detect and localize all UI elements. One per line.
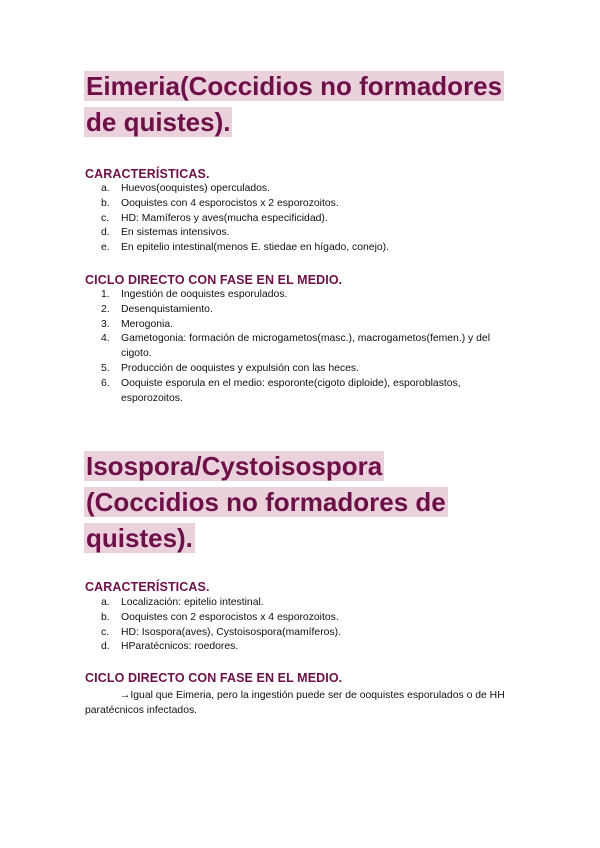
list-marker: b.: [101, 611, 110, 623]
list-item: [0, 182, 511, 197]
list-item: [0, 362, 511, 377]
list-item-text: HD: Mamíferos y aves(mucha especificidad).: [121, 212, 328, 224]
list-item: [0, 596, 511, 611]
list-item: [0, 303, 511, 318]
list-marker: 4.: [101, 333, 110, 345]
ciclo-paragraph: [85, 688, 525, 718]
list-marker: a.: [101, 597, 110, 608]
list-item: [0, 640, 511, 655]
list-item-text: HD: Isospora(aves), Cystoisospora(mamíferos).: [121, 626, 341, 638]
list-item-text: Ooquiste esporula en el medio: esporonte(cigoto diploide), esporoblastos, esporozoitos.: [121, 377, 461, 404]
list-item-text: En epitelio intestinal(menos E. stiedae en hígado, conejo).: [121, 242, 390, 254]
list-marker: c.: [101, 626, 110, 638]
list-item-text: En sistemas intensivos.: [121, 227, 230, 239]
ciclo-list: [0, 288, 511, 406]
list-item-text: Gametogonia: formación de microgametos(masc.), macrogametos(femen.) y del cigoto.: [121, 333, 491, 360]
list-marker: 5.: [101, 362, 110, 374]
list-item: [0, 332, 511, 362]
list-item-text: Ingestión de ooquistes esporulados.: [121, 289, 288, 300]
title-line: (Coccidios no formadores de: [86, 487, 446, 517]
list-item-text: Merogonia.: [121, 318, 173, 330]
caracteristicas-list: [0, 182, 511, 256]
list-marker: d.: [101, 641, 110, 653]
list-item: [0, 626, 511, 641]
list-item-text: Ooquistes con 2 esporocistos x 4 esporozoitos.: [121, 611, 339, 623]
title-line: Eimeria(Coccidios no formadores: [86, 71, 503, 101]
caracteristicas-list: [0, 596, 511, 655]
list-item: [0, 318, 511, 333]
list-item: [0, 377, 511, 407]
list-item: [0, 226, 511, 241]
list-item-text: Localización: epitelio intestinal.: [121, 597, 264, 608]
list-marker: 2.: [101, 303, 110, 315]
title-line: Isospora/Cystoisospora: [86, 451, 383, 481]
list-marker: 6.: [101, 377, 110, 389]
section-title-isospora: [84, 448, 448, 556]
ciclo-text: →Igual que Eimeria, pero la ingestión puede ser de ooquistes esporulados o de HH paratécnicos infectados.: [85, 690, 505, 716]
heading-ciclo: CICLO DIRECTO CON FASE EN EL MEDIO.: [85, 671, 343, 685]
title-line: quistes).: [86, 523, 193, 553]
heading-caracteristicas: CARACTERÍSTICAS.: [85, 580, 210, 594]
list-item: [0, 197, 511, 212]
list-item: [0, 241, 511, 256]
list-marker: 1.: [101, 289, 110, 300]
list-item-text: Ooquistes con 4 esporocistos x 2 esporozoitos.: [121, 197, 339, 209]
list-item-text: Huevos(ooquistes) operculados.: [121, 183, 271, 194]
list-item: [0, 288, 511, 303]
list-item-text: Desenquistamiento.: [121, 303, 213, 315]
section-title-eimeria: [84, 68, 504, 140]
list-item: [0, 611, 511, 626]
list-marker: 3.: [101, 318, 110, 330]
list-marker: b.: [101, 197, 110, 209]
heading-ciclo: CICLO DIRECTO CON FASE EN EL MEDIO.: [85, 273, 343, 287]
list-marker: d.: [101, 227, 110, 239]
list-marker: c.: [101, 212, 110, 224]
title-line: de quistes).: [86, 107, 231, 137]
list-marker: a.: [101, 183, 110, 194]
list-item: [0, 212, 511, 227]
list-marker: e.: [101, 242, 110, 254]
heading-caracteristicas: CARACTERÍSTICAS.: [85, 167, 210, 181]
list-item-text: Producción de ooquistes y expulsión con las heces.: [121, 362, 359, 374]
list-item-text: HParatécnicos: roedores.: [121, 641, 239, 653]
